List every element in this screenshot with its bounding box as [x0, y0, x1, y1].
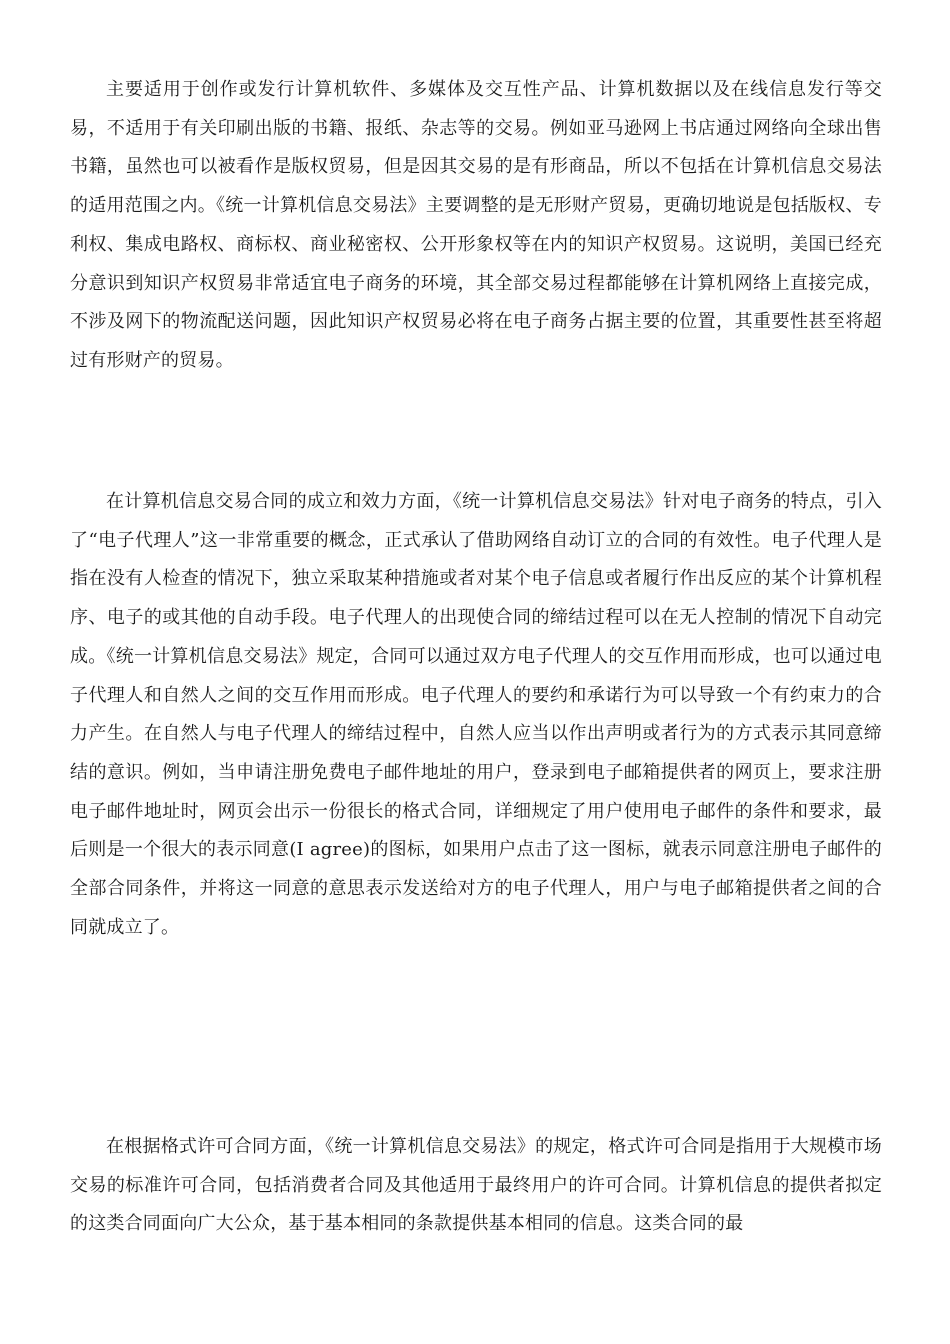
- paragraph-scope-of-application: 主要适用于创作或发行计算机软件、多媒体及交互性产品、计算机数据以及在线信息发行等交易，不适用于有关印刷出版的书籍、报纸、杂志等的交易。例如亚马逊网上书店通过网络向全球出售书籍，虽然也可以被看作是版权贸易，但是因其交易的是有形商品，所以不包括在计算机信息交易法的适用范围之内。《统一计算机信息交易法》主要调整的是无形财产贸易，更确切地说是包括版权、专利权、集成电路权、商标权、商业秘密权、公开形象权等在内的知识产权贸易。这说明，美国已经充分意识到知识产权贸易非常适宜电子商务的环境，其全部交易过程都能够在计算机网络上直接完成，不涉及网下的物流配送问题，因此知识产权贸易必将在电子商务占据主要的位置，其重要性甚至将超过有形财产的贸易。: [70, 79, 882, 371]
- paragraph-electronic-agent: 在计算机信息交易合同的成立和效力方面，《统一计算机信息交易法》针对电子商务的特点，引入了“电子代理人”这一非常重要的概念，正式承认了借助网络自动订立的合同的有效性。电子代理人是指在没有人检查的情况下，独立采取某种措施或者对某个电子信息或者履行作出反应的某个计算机程序、电子的或其他的自动手段。电子代理人的出现使合同的缔结过程可以在无人控制的情况下自动完成。《统一计算机信息交易法》规定，合同可以通过双方电子代理人的交互作用而形成，也可以通过电子代理人和自然人之间的交互作用而形成。电子代理人的要约和承诺行为可以导致一个有约束力的合力产生。在自然人与电子代理人的缔结过程中，自然人应当以作出声明或者行为的方式表示其同意缔结的意识。例如，当申请注册免费电子邮件地址的用户，登录到电子邮箱提供者的网页上，要求注册电子邮件地址时，网页会出示一份很长的格式合同，详细规定了用户使用电子邮件的条件和要求，最后则是一个很大的表示同意(I agree)的图标，如果用户点击了这一图标，就表示同意注册电子邮件的全部合同条件，并将这一同意的意思表示发送给对方的电子代理人，用户与电子邮箱提供者之间的合同就成立了。: [70, 491, 882, 938]
- paragraph-mass-market-license: 在根据格式许可合同方面，《统一计算机信息交易法》的规定，格式许可合同是指用于大规模市场交易的标准许可合同，包括消费者合同及其他适用于最终用户的许可合同。计算机信息的提供者拟定的这类合同面向广大公众，基于基本相同的条款提供基本相同的信息。这类合同的最: [70, 1136, 882, 1235]
